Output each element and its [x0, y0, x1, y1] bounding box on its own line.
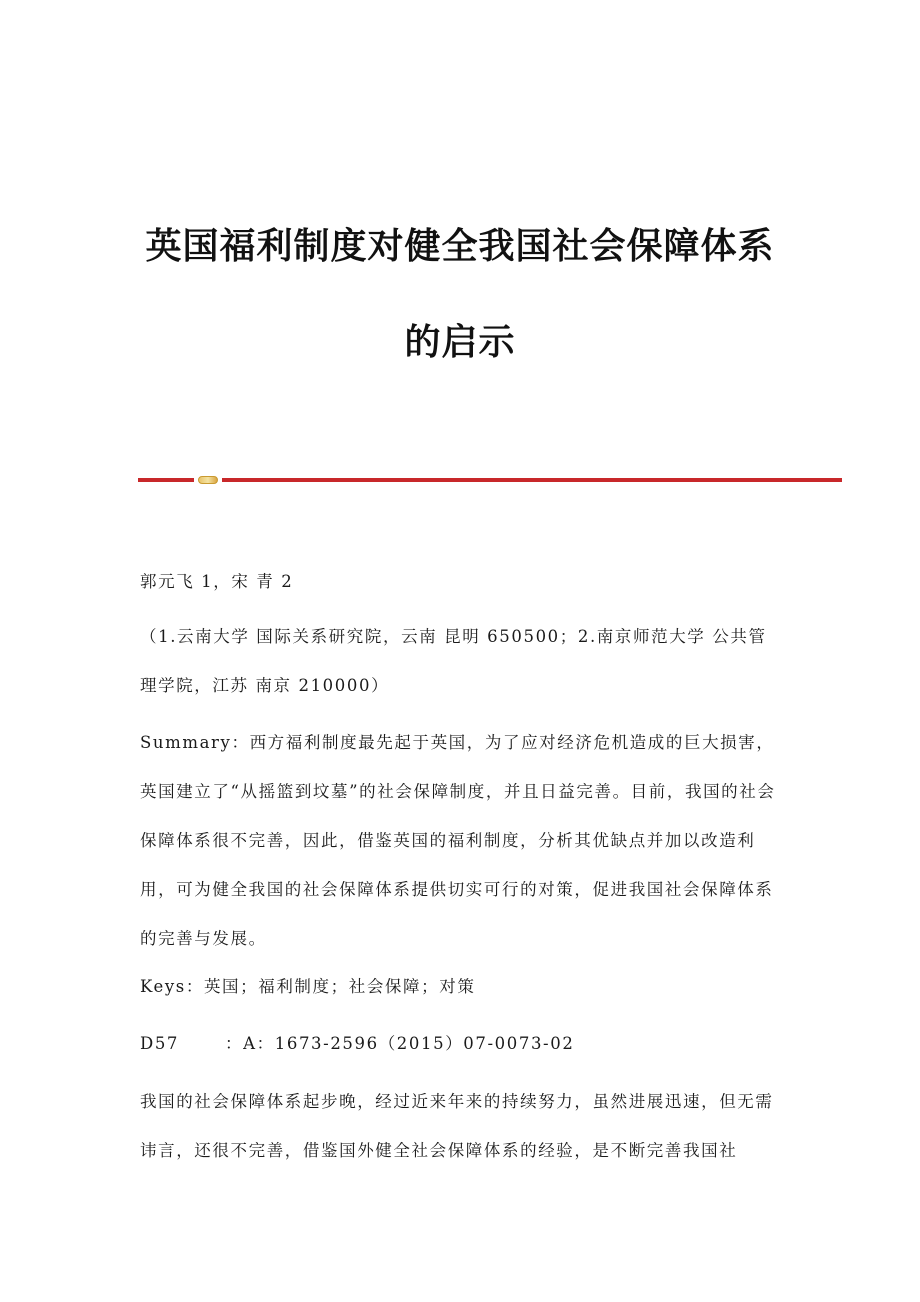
title-line-2: 的启示: [404, 322, 516, 363]
title-divider-right: [222, 478, 842, 482]
affiliation: （1.云南大学 国际关系研究院，云南 昆明 650500；2.南京师范大学 公共管理学院，江苏 南京 210000）: [140, 627, 767, 695]
keywords: [140, 962, 780, 1011]
summary-label: Summary：: [140, 733, 250, 752]
divider-ornament-icon: [198, 476, 218, 484]
clc-code: D57: [140, 1034, 180, 1053]
document-codes: ：A：1673-2596（2015）07-0073-02: [225, 1034, 575, 1053]
authors: 郭元飞 1，宋 青 2: [140, 572, 294, 591]
title-line-1: 英国福利制度对健全我国社会保障体系: [145, 226, 775, 267]
title-divider-left: [138, 478, 194, 482]
keywords-text: 英国；福利制度；社会保障；对策: [203, 977, 476, 996]
summary: [140, 718, 780, 963]
summary-text: 西方福利制度最先起于英国，为了应对经济危机造成的巨大损害，英国建立了“从摇篮到坟墓”的社会保障制度，并且日益完善。目前，我国的社会保障体系很不完善，因此，借鉴英国的福利制度，分析其优缺点并加以改造利用，可为健全我国的社会保障体系提供切实可行的对策，促进我国社会保障体系的完善与发展。: [140, 733, 776, 948]
body-paragraph: 我国的社会保障体系起步晚，经过近来年来的持续努力，虽然进展迅速，但无需讳言，还很不完善，借鉴国外健全社会保障体系的经验，是不断完善我国社: [140, 1092, 774, 1160]
classification-codes: [140, 1019, 780, 1068]
keywords-label: Keys：: [140, 977, 204, 996]
